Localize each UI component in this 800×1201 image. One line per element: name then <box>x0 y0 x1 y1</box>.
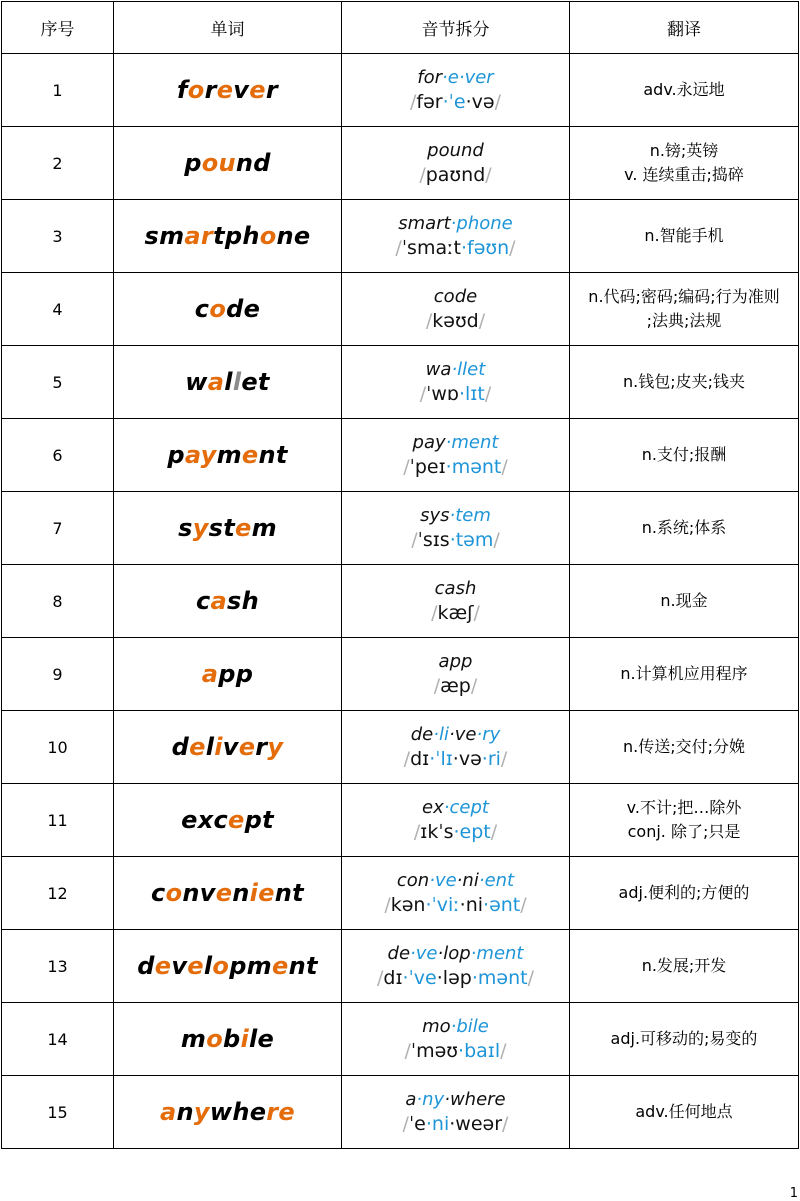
phonetic-slash: / <box>411 529 418 551</box>
syllable-split <box>342 869 569 893</box>
phonetic-slash: / <box>419 164 426 186</box>
syllable-segment: ve <box>415 943 438 964</box>
row-number: 9 <box>2 638 114 711</box>
header-number: 序号 <box>2 2 114 54</box>
phonetic-transcription <box>342 601 569 625</box>
phonetic-transcription <box>342 528 569 552</box>
syllable-segment: ex <box>422 797 444 818</box>
phonetic-separator: · <box>425 1113 432 1135</box>
syllable-cell <box>342 200 570 273</box>
table-row <box>2 1003 799 1076</box>
translation-line: n.代码;密码;编码;行为准则 <box>588 287 780 306</box>
row-number: 7 <box>2 492 114 565</box>
table-header-row <box>2 2 799 54</box>
phonetic-segment: ˈsmaːt <box>401 237 461 259</box>
translation-line: n.发展;开发 <box>641 956 727 975</box>
translation-line: adj.便利的;方便的 <box>618 883 750 902</box>
syllable-cell <box>342 638 570 711</box>
vocab-word: code <box>194 295 261 323</box>
table-row <box>2 200 799 273</box>
row-number: 10 <box>2 711 114 784</box>
syllable-segment: pound <box>427 140 484 161</box>
translation-line: adv.任何地点 <box>635 1102 733 1121</box>
syllable-cell <box>342 711 570 784</box>
phonetic-transcription <box>342 236 569 260</box>
translation-cell <box>570 711 799 784</box>
row-number: 2 <box>2 127 114 200</box>
translation-line: conj. 除了;只是 <box>627 822 741 841</box>
syllable-cell <box>342 1003 570 1076</box>
phonetic-segment: ˈsɪs <box>417 529 450 551</box>
phonetic-slash: / <box>493 529 500 551</box>
word-cell <box>114 565 342 638</box>
vocab-word: system <box>178 514 277 542</box>
syllable-segment: tem <box>455 505 491 526</box>
phonetic-separator: · <box>481 748 488 770</box>
page-number: 1 <box>789 1186 798 1201</box>
phonetic-segment: ˈe <box>448 91 466 113</box>
phonetic-segment: ˈwɒ <box>426 383 459 405</box>
phonetic-separator: · <box>458 383 466 405</box>
syllable-cell <box>342 54 570 127</box>
phonetic-slash: / <box>484 383 492 405</box>
phonetic-separator: · <box>425 894 432 916</box>
syllable-segment: li <box>438 724 449 745</box>
word-cell <box>114 54 342 127</box>
syllable-cell <box>342 273 570 346</box>
word-cell <box>114 930 342 1003</box>
phonetic-separator: · <box>442 91 449 113</box>
translation-line: n.系统;体系 <box>641 518 727 537</box>
vocab-word: cash <box>195 587 259 615</box>
phonetic-slash: / <box>478 310 486 332</box>
syllable-segment: phone <box>456 213 513 234</box>
translation-cell <box>570 1076 799 1149</box>
syllable-cell <box>342 565 570 638</box>
phonetic-segment: ˈpeɪ <box>409 456 446 478</box>
syllable-segment: lop <box>443 943 471 964</box>
syllable-cell <box>342 419 570 492</box>
phonetic-transcription <box>342 747 569 771</box>
syllable-split <box>342 66 569 90</box>
syllable-segment: e <box>447 67 459 88</box>
phonetic-segment: æp <box>440 675 471 697</box>
phonetic-slash: / <box>433 675 441 697</box>
syllable-segment: ent <box>484 870 515 891</box>
phonetic-segment: ept <box>459 821 491 843</box>
syllable-segment: pay <box>412 432 446 453</box>
syllable-separator: · <box>443 797 450 818</box>
syllable-cell <box>342 127 570 200</box>
translation-line: n.传送;交付;分娩 <box>622 737 745 756</box>
phonetic-segment: ˈe <box>408 1113 426 1135</box>
syllable-cell <box>342 1076 570 1149</box>
syllable-separator: · <box>449 505 456 526</box>
vocab-word: anywhere <box>159 1098 295 1126</box>
syllable-segment: for <box>417 67 443 88</box>
phonetic-slash: / <box>410 91 417 113</box>
table-row <box>2 638 799 711</box>
word-cell <box>114 857 342 930</box>
syllable-split <box>342 942 569 966</box>
translation-line: n.智能手机 <box>644 226 724 245</box>
table-row <box>2 346 799 419</box>
syllable-split <box>342 1088 569 1112</box>
header-translation: 翻译 <box>570 2 799 54</box>
translation-line: n.现金 <box>660 591 708 610</box>
translation-cell <box>570 857 799 930</box>
phonetic-slash: / <box>377 967 384 989</box>
syllable-segment: where <box>449 1089 506 1110</box>
phonetic-slash: / <box>502 1113 509 1135</box>
syllable-segment: de <box>410 724 434 745</box>
table-row <box>2 127 799 200</box>
syllable-segment: ment <box>476 943 524 964</box>
row-number: 14 <box>2 1003 114 1076</box>
header-word: 单词 <box>114 2 342 54</box>
phonetic-slash: / <box>470 675 478 697</box>
phonetic-segment: fər <box>416 91 443 113</box>
phonetic-separator: · <box>452 748 459 770</box>
phonetic-segment: ənt <box>489 894 521 916</box>
phonetic-segment: və <box>458 748 482 770</box>
syllable-segment: smart <box>398 213 451 234</box>
phonetic-slash: / <box>509 237 516 259</box>
phonetic-transcription <box>342 309 569 333</box>
row-number: 3 <box>2 200 114 273</box>
syllable-separator: · <box>478 870 485 891</box>
syllable-segment: ver <box>464 67 494 88</box>
phonetic-segment: dɪ <box>383 967 403 989</box>
phonetic-segment: ˈməʊ <box>410 1040 459 1062</box>
translation-cell <box>570 784 799 857</box>
table-row <box>2 54 799 127</box>
syllable-separator: · <box>429 870 435 891</box>
syllable-split <box>342 723 569 747</box>
phonetic-segment: baɪl <box>464 1040 501 1062</box>
phonetic-slash: / <box>404 1040 411 1062</box>
vocab-word: except <box>181 806 274 834</box>
phonetic-slash: / <box>395 237 402 259</box>
row-number: 15 <box>2 1076 114 1149</box>
table-row <box>2 492 799 565</box>
translation-line: n.支付;报酬 <box>641 445 727 464</box>
word-cell <box>114 1003 342 1076</box>
phonetic-slash: / <box>425 310 433 332</box>
word-cell <box>114 346 342 419</box>
syllable-segment: ve <box>454 724 477 745</box>
translation-cell <box>570 54 799 127</box>
phonetic-segment: kəʊd <box>432 310 479 332</box>
syllable-split <box>342 358 569 382</box>
translation-cell <box>570 492 799 565</box>
phonetic-separator: · <box>459 894 466 916</box>
syllable-separator: · <box>410 943 416 964</box>
phonetic-segment: ˈviː <box>431 894 460 916</box>
phonetic-transcription <box>342 455 569 479</box>
word-cell <box>114 784 342 857</box>
syllable-segment: mo <box>422 1016 451 1037</box>
phonetic-slash: / <box>403 748 411 770</box>
phonetic-transcription <box>342 966 569 990</box>
syllable-split <box>342 504 569 528</box>
phonetic-slash: / <box>520 894 527 916</box>
vocab-word: forever <box>177 76 278 104</box>
syllable-cell <box>342 492 570 565</box>
translation-line: n.镑;英镑 <box>649 141 719 160</box>
phonetic-segment: ɪkˈs <box>420 821 454 843</box>
table-row <box>2 930 799 1003</box>
phonetic-segment: kæʃ <box>437 602 474 624</box>
phonetic-segment: ri <box>487 748 501 770</box>
vocab-word: convenient <box>151 879 304 907</box>
translation-cell <box>570 127 799 200</box>
syllable-segment: ment <box>451 432 499 453</box>
phonetic-segment: dɪ <box>410 748 430 770</box>
phonetic-transcription <box>342 163 569 187</box>
translation-line: n.钱包;皮夹;钱夹 <box>622 372 745 391</box>
phonetic-slash: / <box>500 1040 507 1062</box>
vocab-word: app <box>201 660 254 688</box>
phonetic-separator: · <box>449 529 456 551</box>
phonetic-segment: təm <box>455 529 494 551</box>
translation-line: v.不计;把…除外 <box>626 798 742 817</box>
phonetic-segment: ni <box>431 1113 450 1135</box>
phonetic-segment: ləp <box>442 967 472 989</box>
phonetic-segment: mənt <box>451 456 502 478</box>
phonetic-slash: / <box>431 602 438 624</box>
table-row <box>2 1076 799 1149</box>
row-number: 13 <box>2 930 114 1003</box>
word-cell <box>114 200 342 273</box>
phonetic-segment: paʊnd <box>425 164 486 186</box>
translation-line: adj.可移动的;易变的 <box>610 1029 758 1048</box>
syllable-segment: ve <box>434 870 457 891</box>
syllable-segment: cash <box>434 578 477 599</box>
word-cell <box>114 273 342 346</box>
syllable-cell <box>342 857 570 930</box>
phonetic-segment: kən <box>390 894 426 916</box>
row-number: 11 <box>2 784 114 857</box>
phonetic-transcription <box>342 90 569 114</box>
phonetic-transcription <box>342 893 569 917</box>
syllable-segment: sys <box>420 505 450 526</box>
syllable-separator: · <box>445 432 452 453</box>
syllable-cell <box>342 346 570 419</box>
word-cell <box>114 1076 342 1149</box>
translation-line: ;法典;法规 <box>646 311 722 330</box>
syllable-segment: de <box>387 943 411 964</box>
syllable-cell <box>342 784 570 857</box>
phonetic-separator: · <box>483 894 490 916</box>
syllable-separator: · <box>470 943 477 964</box>
translation-cell <box>570 638 799 711</box>
syllable-separator: · <box>416 1089 423 1110</box>
translation-cell <box>570 419 799 492</box>
phonetic-slash: / <box>490 821 498 843</box>
phonetic-segment: weər <box>455 1113 503 1135</box>
word-cell <box>114 419 342 492</box>
syllable-separator: · <box>456 870 463 891</box>
syllable-separator: · <box>451 359 458 380</box>
phonetic-transcription <box>342 382 569 406</box>
phonetic-slash: / <box>494 91 501 113</box>
syllable-separator: · <box>448 724 455 745</box>
syllable-separator: · <box>450 1016 457 1037</box>
syllable-separator: · <box>476 724 483 745</box>
vocab-word: development <box>137 952 318 980</box>
phonetic-segment: mənt <box>477 967 528 989</box>
phonetic-slash: / <box>413 821 421 843</box>
phonetic-segment: lɪt <box>465 383 485 405</box>
syllable-segment: llet <box>457 359 486 380</box>
table-row <box>2 784 799 857</box>
header-syllable: 音节拆分 <box>342 2 570 54</box>
translation-cell <box>570 273 799 346</box>
translation-cell <box>570 346 799 419</box>
phonetic-separator: · <box>453 821 460 843</box>
phonetic-slash: / <box>419 383 427 405</box>
syllable-split <box>342 577 569 601</box>
syllable-segment: cept <box>449 797 489 818</box>
syllable-split <box>342 431 569 455</box>
translation-cell <box>570 1003 799 1076</box>
phonetic-segment: ˈlɪ <box>435 748 453 770</box>
phonetic-segment: ˈve <box>408 967 437 989</box>
table-row <box>2 711 799 784</box>
translation-cell <box>570 565 799 638</box>
row-number: 1 <box>2 54 114 127</box>
syllable-segment: code <box>433 286 478 307</box>
phonetic-separator: · <box>458 1040 465 1062</box>
translation-line: adv.永远地 <box>643 80 725 99</box>
syllable-split <box>342 650 569 674</box>
syllable-separator: · <box>444 1089 450 1110</box>
vocab-word: smartphone <box>144 222 311 250</box>
phonetic-separator: · <box>465 91 472 113</box>
syllable-split <box>342 212 569 236</box>
phonetic-slash: / <box>402 1113 409 1135</box>
syllable-segment: bile <box>456 1016 489 1037</box>
syllable-split <box>342 285 569 309</box>
syllable-segment: ny <box>422 1089 445 1110</box>
word-cell <box>114 711 342 784</box>
phonetic-slash: / <box>473 602 480 624</box>
phonetic-slash: / <box>384 894 391 916</box>
row-number: 12 <box>2 857 114 930</box>
syllable-segment: ry <box>482 724 501 745</box>
table-row <box>2 857 799 930</box>
table-row <box>2 419 799 492</box>
syllable-segment: wa <box>425 359 452 380</box>
syllable-segment: app <box>438 651 473 672</box>
phonetic-transcription <box>342 1112 569 1136</box>
syllable-separator: · <box>437 943 444 964</box>
syllable-segment: a <box>405 1089 417 1110</box>
phonetic-segment: və <box>471 91 495 113</box>
phonetic-separator: · <box>429 748 436 770</box>
phonetic-separator: · <box>402 967 409 989</box>
row-number: 5 <box>2 346 114 419</box>
word-cell <box>114 127 342 200</box>
syllable-separator: · <box>450 213 457 234</box>
syllable-split <box>342 796 569 820</box>
syllable-split <box>342 139 569 163</box>
word-cell <box>114 638 342 711</box>
phonetic-segment: fəʊn <box>467 237 510 259</box>
phonetic-segment: ni <box>465 894 484 916</box>
syllable-separator: · <box>458 67 465 88</box>
syllable-separator: · <box>442 67 448 88</box>
translation-cell <box>570 930 799 1003</box>
row-number: 4 <box>2 273 114 346</box>
phonetic-transcription <box>342 820 569 844</box>
vocab-word: mobile <box>180 1025 275 1053</box>
phonetic-slash: / <box>501 456 508 478</box>
phonetic-transcription <box>342 674 569 698</box>
vocabulary-table <box>1 1 799 1149</box>
word-cell <box>114 492 342 565</box>
syllable-cell <box>342 930 570 1003</box>
row-number: 8 <box>2 565 114 638</box>
syllable-separator: · <box>433 724 439 745</box>
syllable-split <box>342 1015 569 1039</box>
phonetic-separator: · <box>449 1113 456 1135</box>
phonetic-slash: / <box>500 748 508 770</box>
phonetic-slash: / <box>527 967 534 989</box>
syllable-segment: ni <box>462 870 479 891</box>
phonetic-transcription <box>342 1039 569 1063</box>
phonetic-slash: / <box>403 456 410 478</box>
phonetic-slash: / <box>485 164 492 186</box>
vocab-word: wallet <box>185 368 270 396</box>
row-number: 6 <box>2 419 114 492</box>
translation-cell <box>570 200 799 273</box>
phonetic-separator: · <box>445 456 452 478</box>
phonetic-separator: · <box>460 237 467 259</box>
vocab-word: pound <box>184 149 271 177</box>
table-row <box>2 273 799 346</box>
phonetic-separator: · <box>436 967 443 989</box>
phonetic-separator: · <box>471 967 478 989</box>
vocab-word: payment <box>167 441 288 469</box>
translation-line: n.计算机应用程序 <box>620 664 748 683</box>
table-row <box>2 565 799 638</box>
vocab-word: delivery <box>171 733 284 761</box>
translation-line: v. 连续重击;捣碎 <box>624 165 744 184</box>
syllable-segment: con <box>396 870 430 891</box>
